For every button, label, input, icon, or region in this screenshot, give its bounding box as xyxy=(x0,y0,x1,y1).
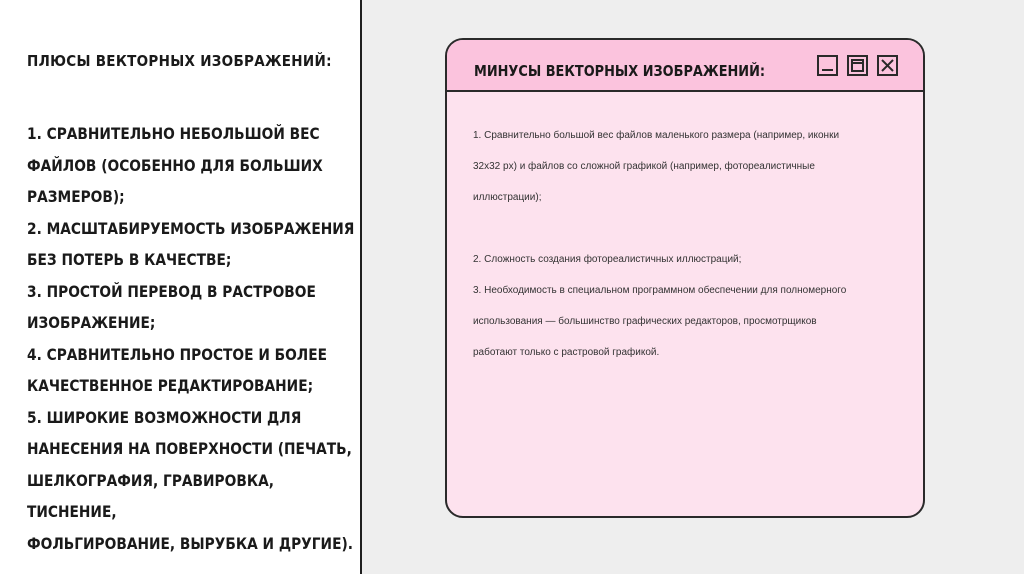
pros-line: 2. МАСШТАБИРУЕМОСТЬ ИЗОБРАЖЕНИЯ xyxy=(27,218,355,238)
cons-line: 1. Сравнительно большой вес файлов маленького размера (например, иконки xyxy=(473,130,840,141)
minimize-button[interactable] xyxy=(817,55,838,76)
cons-line: работают только с растровой графикой. xyxy=(473,347,660,358)
cons-line: использования — большинство графических редакторов, просмотрщиков xyxy=(473,316,817,327)
pros-line: НАНЕСЕНИЯ НА ПОВЕРХНОСТИ (ПЕЧАТЬ, xyxy=(27,439,352,458)
pros-line: ИЗОБРАЖЕНИЕ; xyxy=(27,313,156,332)
cons-line: 3. Необходимость в специальном программном обеспечении для полномерного xyxy=(473,285,847,296)
pros-line: ШЕЛКОГРАФИЯ, ГРАВИРОВКА, ТИСНЕНИЕ, xyxy=(27,470,274,521)
close-button[interactable] xyxy=(877,55,898,76)
window-controls xyxy=(817,55,898,76)
window-title: МИНУСЫ ВЕКТОРНЫХ ИЗОБРАЖЕНИЙ: xyxy=(474,62,766,80)
pros-list xyxy=(27,118,355,559)
pros-line: 3. ПРОСТОЙ ПЕРЕВОД В РАСТРОВОЕ xyxy=(27,281,316,301)
cons-line: иллюстрации); xyxy=(473,192,542,203)
pros-line: БЕЗ ПОТЕРЬ В КАЧЕСТВЕ; xyxy=(27,250,232,269)
close-icon xyxy=(879,57,896,74)
pros-line: ФАЙЛОВ (ОСОБЕННО ДЛЯ БОЛЬШИХ xyxy=(27,155,323,175)
cons-line: 2. Сложность создания фотореалистичных иллюстраций; xyxy=(473,254,742,265)
maximize-icon xyxy=(849,57,866,74)
cons-window xyxy=(445,38,925,518)
window-titlebar xyxy=(447,40,923,92)
pros-line: РАЗМЕРОВ); xyxy=(27,187,125,206)
maximize-button[interactable] xyxy=(847,55,868,76)
pros-title: ПЛЮСЫ ВЕКТОРНЫХ ИЗОБРАЖЕНИЙ: xyxy=(27,52,332,70)
left-panel xyxy=(0,0,362,574)
cons-line: 32x32 px) и файлов со сложной графикой (например, фотореалистичные xyxy=(473,161,815,172)
pros-line: КАЧЕСТВЕННОЕ РЕДАКТИРОВАНИЕ; xyxy=(27,376,314,395)
pros-line: ФОЛЬГИРОВАНИЕ, ВЫРУБКА И ДРУГИЕ). xyxy=(27,533,353,553)
cons-text xyxy=(473,120,893,368)
pros-line: 1. СРАВНИТЕЛЬНО НЕБОЛЬШОЙ ВЕС xyxy=(27,124,320,143)
pros-line: 5. ШИРОКИЕ ВОЗМОЖНОСТИ ДЛЯ xyxy=(27,407,302,427)
pros-line: 4. СРАВНИТЕЛЬНО ПРОСТОЕ И БОЛЕЕ xyxy=(27,344,328,364)
minimize-icon xyxy=(819,57,836,74)
paragraph-gap xyxy=(473,213,893,244)
